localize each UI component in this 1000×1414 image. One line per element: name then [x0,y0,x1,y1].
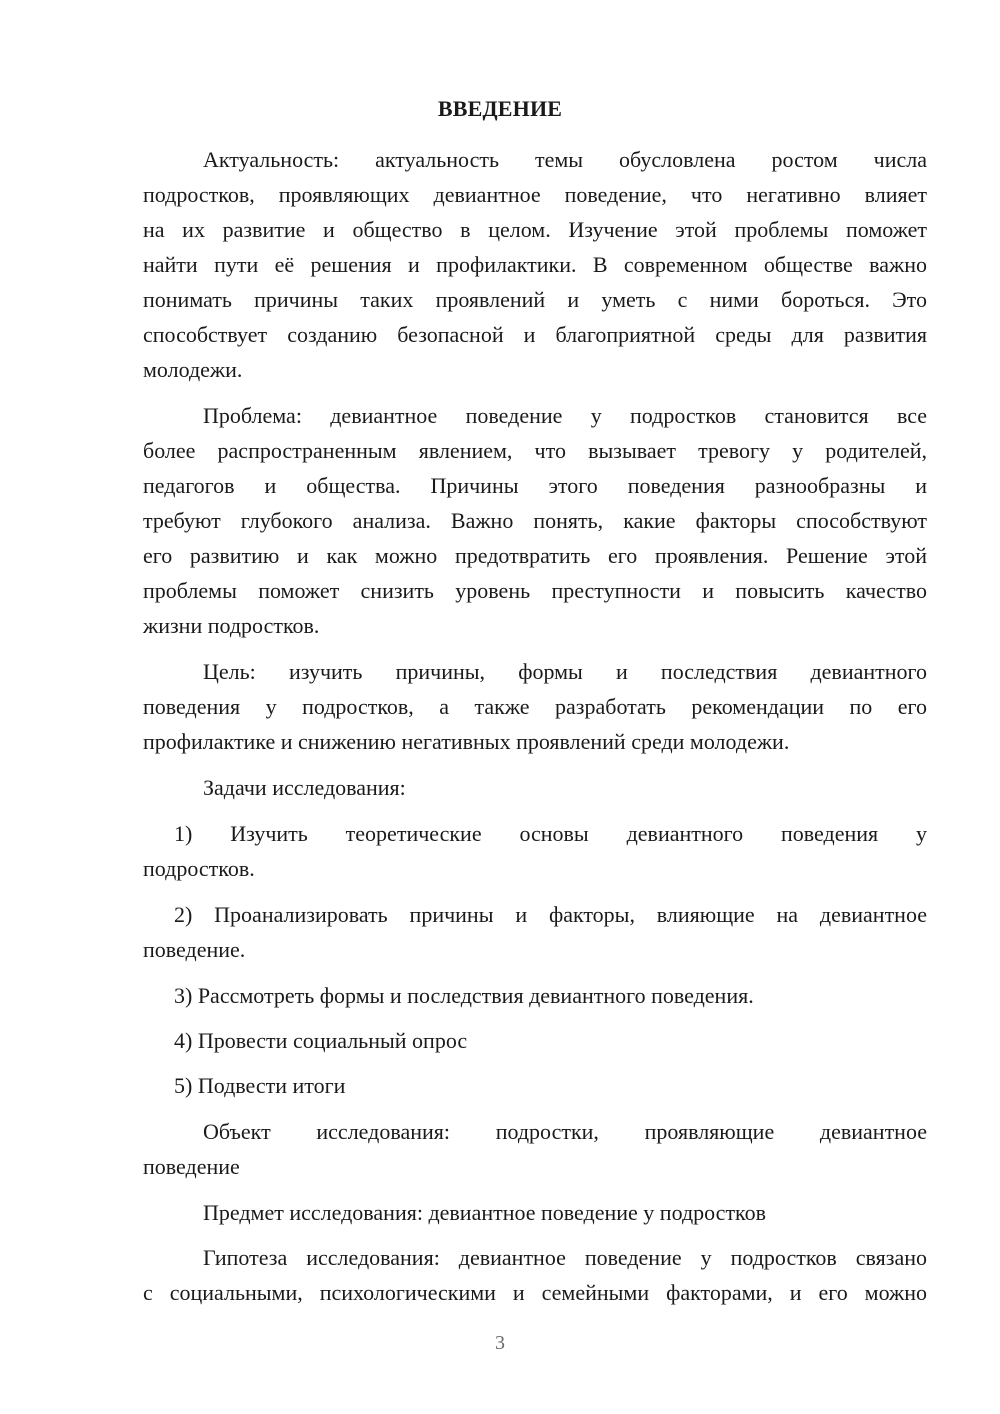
paragraph-line: понимать причины таких проявлений и уметь с ними бороться. Это [143,287,927,312]
paragraph-line: Актуальность: актуальность темы обусловлена ростом числа [203,147,927,172]
paragraph-line: жизни подростков. [143,613,320,638]
list-item: 4) Провести социальный опрос [174,1028,468,1053]
list-item-continuation: поведение. [143,937,246,962]
paragraph-line: молодежи. [143,357,243,382]
paragraph-line: найти пути её решения и профилактики. В современном обществе важно [143,252,927,277]
paragraph-line: Цель: изучить причины, формы и последствия девиантного [203,659,927,684]
page-number: 3 [495,1332,505,1354]
paragraph-line: требуют глубокого анализа. Важно понять, какие факторы способствуют [143,508,927,533]
paragraph-line: способствует созданию безопасной и благоприятной среды для развития [143,322,927,347]
list-item-continuation: подростков. [143,856,255,881]
paragraph-line: поведения у подростков, а также разработать рекомендации по его [143,694,927,719]
list-item: 3) Рассмотреть формы и последствия девиантного поведения. [174,983,754,1008]
paragraph-line: на их развитие и общество в целом. Изучение этой проблемы поможет [143,217,927,242]
paragraph-line: Гипотеза исследования: девиантное поведение у подростков связано [203,1245,927,1270]
paragraph-line: профилактике и снижению негативных проявлений среди молодежи. [143,729,790,754]
paragraph-line: Проблема: девиантное поведение у подростков становится все [203,403,927,428]
paragraph-line: подростков, проявляющих девиантное поведение, что негативно влияет [143,182,927,207]
list-item: 1) Изучить теоретические основы девиантного поведения у [174,821,927,846]
paragraph-line: педагогов и общества. Причины этого поведения разнообразны и [143,473,927,498]
page-title: ВВЕДЕНИЕ [437,96,563,121]
list-item: 5) Подвести итоги [174,1073,346,1098]
paragraph-line: поведение [143,1154,240,1179]
paragraph-line: Объект исследования: подростки, проявляющие девиантное [203,1119,927,1144]
paragraph-line: с социальными, психологическими и семейными факторами, и его можно [143,1280,927,1305]
list-item: 2) Проанализировать причины и факторы, влияющие на девиантное [174,902,927,927]
paragraph-line: Предмет исследования: девиантное поведение у подростков [203,1200,767,1225]
paragraph-line: его развитию и как можно предотвратить его проявления. Решение этой [143,543,927,568]
paragraph-line: проблемы поможет снизить уровень преступности и повысить качество [143,578,927,603]
paragraph-line: более распространенным явлением, что вызывает тревогу у родителей, [143,438,927,463]
tasks-heading: Задачи исследования: [203,775,406,800]
